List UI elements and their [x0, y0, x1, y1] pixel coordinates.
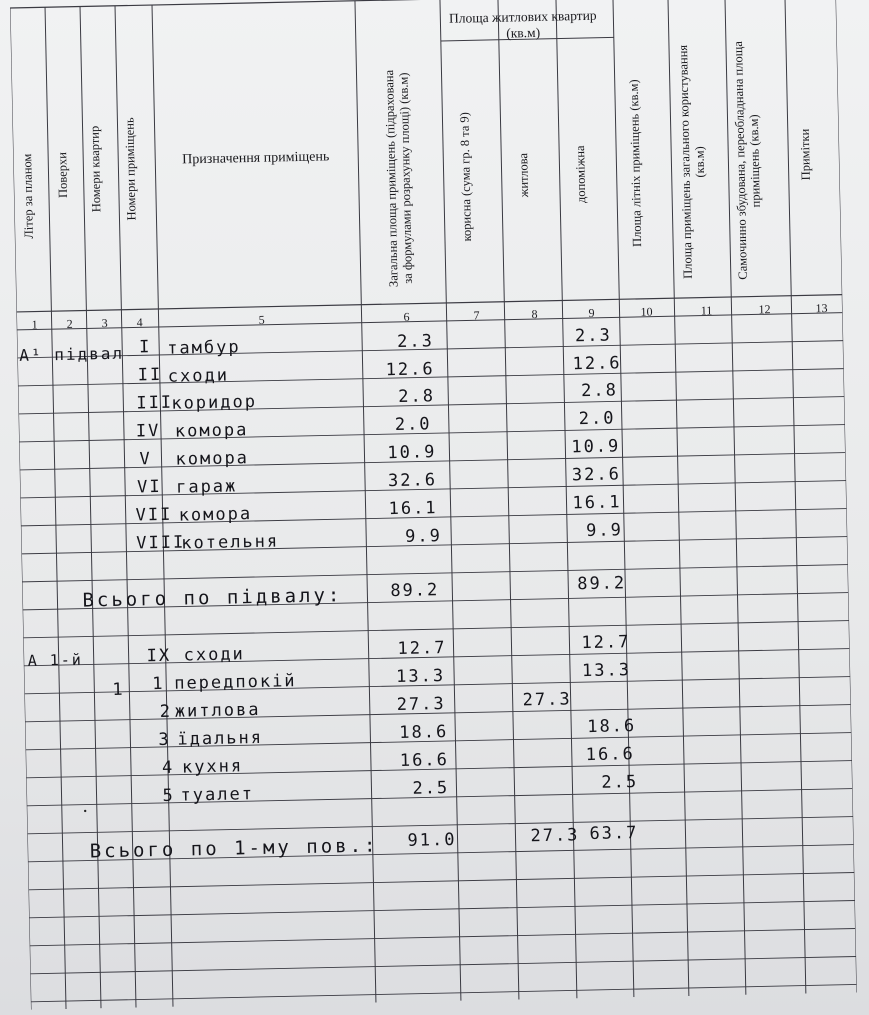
header-notes: Примітки: [797, 128, 813, 181]
body-row-rule: [30, 928, 856, 945]
colnum-5: 5: [258, 312, 265, 327]
room-number: V: [139, 449, 152, 470]
room-number: III: [136, 392, 174, 414]
colnum-2: 2: [66, 316, 73, 331]
room-purpose: комора: [175, 448, 250, 470]
colnum-11: 11: [700, 303, 713, 318]
basement-total-label: Всього по підвалу:: [82, 584, 343, 612]
column-rule: [836, 0, 857, 992]
room-aux-area: 16.1: [572, 492, 622, 514]
room-total-area: 27.3: [396, 694, 446, 716]
basement-total-area: 89.2: [390, 580, 440, 602]
room-total-area: 2.8: [398, 386, 436, 407]
room-total-area: 2.3: [396, 331, 435, 352]
room-purpose: тамбур: [167, 337, 241, 359]
header-summer: Площа літніх приміщень (кв.м): [626, 79, 645, 247]
table-top-rule: [10, 0, 836, 8]
room-purpose: гараж: [175, 476, 238, 498]
room-total-area: 12.6: [385, 359, 435, 381]
room-aux-area: 12.7: [581, 632, 631, 654]
header-total-area-text: Загальна площа приміщень (підрахована за формулами розрахунку площі) (кв.м): [382, 69, 415, 287]
room-number: VIII: [136, 532, 186, 554]
room-total-area: 32.6: [387, 470, 438, 492]
room-number: 4: [161, 757, 175, 778]
header-living: житлова: [516, 153, 532, 198]
first-floor-total-aux: 63.7: [589, 823, 639, 845]
header-unauthorized: [731, 30, 786, 291]
room-total-area: 9.9: [404, 526, 443, 547]
room-purpose: житлова: [174, 699, 261, 722]
room-purpose: коридор: [171, 391, 258, 414]
room-aux-area: 32.6: [571, 464, 622, 486]
room-number: 3: [158, 729, 171, 751]
colnum-13: 13: [815, 300, 828, 316]
basement-letter-floor: А¹ підвал: [19, 343, 125, 365]
room-number: 1: [152, 673, 165, 695]
room-total-area: 13.3: [395, 666, 446, 688]
room-purpose: комора: [174, 420, 249, 442]
room-aux-area: 2.3: [574, 325, 612, 347]
header-useful: корисна (сума гр. 8 та 9): [457, 111, 475, 242]
room-number: IV: [135, 420, 161, 442]
room-total-area: 2.5: [412, 777, 450, 799]
room-purpose: передпокій: [174, 671, 297, 694]
header-letter: Літер за планом: [20, 153, 36, 239]
room-number: I: [138, 337, 152, 358]
colnum-12: 12: [758, 302, 771, 317]
room-total-area: 12.7: [397, 638, 447, 660]
room-number: IX: [146, 645, 172, 667]
room-aux-area: 2.8: [580, 380, 619, 402]
header-auxiliary: допоміжна: [573, 145, 589, 204]
body-row-rule: [29, 901, 855, 918]
room-purpose: їдальня: [177, 727, 264, 750]
first-floor-total-area: 91.0: [407, 829, 457, 851]
room-number: II: [137, 364, 163, 386]
first-floor-total-label: Всього по 1-му пов.:: [89, 834, 379, 863]
body-row-rule: [23, 621, 849, 638]
room-total-area: 10.9: [387, 442, 437, 464]
colnum-8: 8: [531, 307, 538, 322]
colnum-10: 10: [640, 304, 653, 319]
room-number: VI: [136, 476, 162, 498]
room-total-area: 2.0: [394, 414, 432, 436]
ink-dot: ·: [81, 800, 89, 823]
header-common: [676, 36, 727, 287]
first-floor-letter-floor: А 1-й: [27, 650, 84, 670]
colnum-3: 3: [101, 316, 108, 331]
header-living-group: Площа житлових квартир (кв.м): [448, 7, 597, 41]
room-purpose: котельня: [181, 531, 280, 554]
room-number: 2: [159, 701, 173, 723]
room-purpose: сходи: [183, 644, 246, 666]
room-number: VII: [135, 504, 173, 526]
room-aux-area: 10.9: [571, 436, 621, 458]
body-row-rule: [29, 873, 855, 890]
room-purpose: сходи: [167, 365, 230, 387]
body-row-rule: [30, 956, 856, 973]
header-unauthorized-text: Самочинно збудована, переобладнана площа приміщень (кв.м): [730, 41, 763, 281]
room-aux-area: 18.6: [587, 716, 637, 738]
header-room-numbers: Номери приміщень: [122, 116, 139, 221]
room-aux-area: 2.0: [578, 408, 616, 430]
header-apartments: Номери квартир: [87, 125, 104, 213]
header-purpose: Призначення приміщень: [182, 149, 330, 168]
room-aux-area: 16.6: [585, 744, 635, 766]
room-total-area: 18.6: [399, 721, 449, 744]
apartment-number: 1: [112, 679, 125, 701]
room-total-area: 16.6: [399, 749, 450, 771]
room-living-area: 27.3: [522, 689, 572, 711]
room-purpose: туалет: [180, 784, 255, 806]
inventory-sheet: [10, 0, 857, 1010]
room-number: 5: [162, 785, 176, 806]
room-aux-area: 12.6: [572, 353, 622, 375]
header-common-text: Площа приміщень загального користування (кв.м): [675, 44, 708, 280]
colnum-9: 9: [588, 305, 595, 320]
first-floor-total-living: 27.3: [530, 825, 580, 847]
header-total-area: [361, 62, 436, 293]
room-aux-area: 13.3: [581, 660, 632, 682]
basement-total-aux: 89.2: [577, 573, 627, 595]
room-aux-area: 2.5: [601, 772, 639, 793]
room-purpose: комора: [178, 504, 253, 526]
header-floors: Поверхи: [55, 151, 71, 198]
colnum-7: 7: [473, 308, 480, 323]
body-row-rule: [31, 984, 857, 1001]
colnum-6: 6: [403, 309, 410, 324]
colnum-4: 4: [136, 315, 143, 330]
room-purpose: кухня: [181, 756, 244, 778]
room-aux-area: 9.9: [585, 520, 624, 542]
colnum-1: 1: [31, 317, 38, 332]
room-total-area: 16.1: [388, 498, 438, 520]
